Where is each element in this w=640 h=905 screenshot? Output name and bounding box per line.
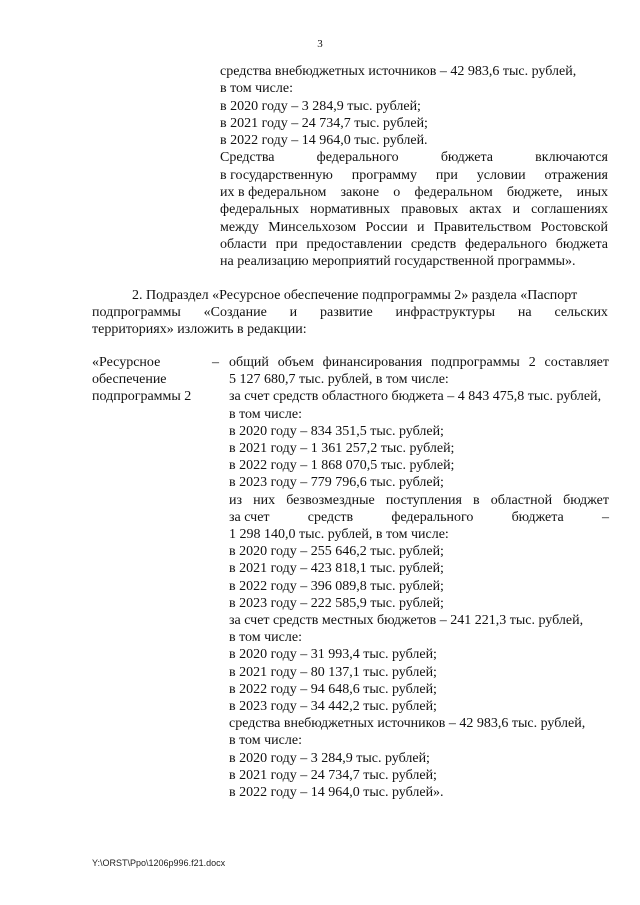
word: Правительством (433, 219, 532, 235)
text-line: в том числе: (229, 406, 302, 422)
word: и (416, 219, 425, 235)
funding-continuation-block (220, 63, 608, 271)
word: подпрограммы (92, 305, 181, 321)
text-line: в 2020 году – 834 351,5 тыс. рублей; (229, 423, 444, 439)
word: – (601, 509, 609, 525)
justified-line (220, 149, 608, 166)
justified-line (220, 236, 608, 253)
word: в государственную (220, 167, 333, 183)
word: и (289, 305, 298, 321)
word: сельских (554, 305, 608, 321)
word: иных (576, 185, 608, 201)
text-line: 1 298 140,0 тыс. рублей, в том числе: (229, 527, 449, 543)
word: средств (307, 509, 354, 525)
word: России (365, 219, 408, 235)
text-line: средства внебюджетных источников – 42 983,6 тыс. рублей, (220, 64, 577, 79)
text-line: в 2022 году – 14 964,0 тыс. рублей. (220, 133, 428, 149)
justified-line (220, 184, 608, 201)
word: федерального (316, 150, 399, 166)
text-line: в 2022 году – 14 964,0 тыс. рублей». (229, 785, 444, 801)
word: бюджет (563, 492, 609, 508)
word: правовых (401, 202, 459, 218)
word: при (275, 236, 298, 252)
word: областной (490, 492, 553, 508)
text-line: в 2023 году – 222 585,9 тыс. рублей; (229, 595, 444, 611)
footer-file-path: Y:\ORST\Ppo\1206p996.f21.docx (92, 858, 226, 868)
word: актах (469, 202, 502, 218)
word: их в федеральном (220, 185, 327, 201)
text-line: 5 127 680,7 тыс. рублей, в том числе: (229, 372, 449, 388)
subsection-heading (92, 287, 608, 339)
word: бюджета (555, 236, 608, 252)
text-line: в 2021 году – 1 361 257,2 тыс. рублей; (229, 441, 455, 457)
text-line: в 2022 году – 396 089,8 тыс. рублей; (229, 578, 444, 594)
word: на (517, 305, 532, 321)
label-line: подпрограммы 2 (92, 389, 192, 405)
text-line: за счет средств областного бюджета – 4 843 475,8 тыс. рублей, (229, 389, 602, 405)
text-line: в 2020 году – 31 993,4 тыс. рублей; (229, 647, 437, 663)
text-line: в 2022 году – 1 868 070,5 тыс. рублей; (229, 458, 455, 474)
word: «Создание (203, 305, 267, 321)
page-number: 3 (317, 38, 323, 50)
text-line: в 2022 году – 94 648,6 тыс. рублей; (229, 681, 437, 697)
word: федеральном (414, 185, 493, 201)
word: Минсельхозом (268, 219, 357, 235)
word: средств (410, 236, 457, 252)
word: бюджета (511, 509, 564, 525)
word: Ростовской (540, 219, 608, 235)
text-line: за счет средств местных бюджетов – 241 221,3 тыс. рублей, (229, 613, 584, 629)
word: федеральных (220, 202, 300, 218)
text-line: на реализацию мероприятий государственной программы». (220, 254, 576, 270)
word: нормативных (310, 202, 391, 218)
word: за счет (229, 509, 270, 525)
word: безвозмездные (286, 492, 375, 508)
justified-line (229, 509, 609, 526)
word: поступления (385, 492, 462, 508)
word: федерального (391, 509, 474, 525)
word: программу (351, 167, 417, 183)
word: из (229, 492, 243, 508)
word: финансирования (322, 355, 423, 370)
passport-dash: – (212, 355, 219, 370)
text-line: в 2020 году – 3 284,9 тыс. рублей; (220, 98, 421, 114)
word: общий (229, 355, 269, 370)
text-line: в том числе: (229, 733, 302, 749)
text-line: средства внебюджетных источников – 42 983,6 тыс. рублей, (229, 716, 586, 732)
word: при (435, 167, 458, 183)
word: предоставлении (306, 236, 403, 252)
label-line: обеспечение (92, 372, 167, 388)
word: бюджете, (506, 185, 563, 201)
word: между (220, 219, 259, 235)
word: в (473, 492, 480, 508)
word: области (220, 236, 267, 252)
heading-line: 2. Подраздел «Ресурсное обеспечение подпрограммы 2» раздела «Паспорт (132, 288, 578, 303)
text-line: в 2020 году – 255 646,2 тыс. рублей; (229, 544, 444, 560)
justified-line (220, 219, 608, 236)
text-line: в 2021 году – 80 137,1 тыс. рублей; (229, 664, 437, 680)
word: условии (476, 167, 526, 183)
word: них (253, 492, 276, 508)
text-line: в 2020 году – 3 284,9 тыс. рублей; (229, 750, 430, 766)
text-line: в 2021 году – 423 818,1 тыс. рублей; (229, 561, 444, 577)
word: отражения (544, 167, 608, 183)
word: включаются (535, 150, 608, 166)
word: федерального (464, 236, 548, 252)
word: и (512, 202, 521, 218)
word: бюджета (440, 150, 494, 166)
text-line: в 2023 году – 34 442,2 тыс. рублей; (229, 699, 437, 715)
passport-value-block (229, 354, 609, 801)
word: составляет (544, 355, 609, 370)
word: инфраструктуры (395, 305, 496, 321)
text-line: в том числе: (229, 630, 302, 646)
text-line: в 2021 году – 24 734,7 тыс. рублей; (229, 767, 437, 783)
word: 2 (528, 355, 536, 370)
text-line: в 2023 году – 779 796,6 тыс. рублей; (229, 475, 444, 491)
heading-line: территориях» изложить в редакции: (92, 322, 307, 338)
word: Средства (220, 150, 275, 166)
justified-line (229, 492, 609, 509)
passport-label (92, 354, 212, 406)
word: развитие (319, 305, 373, 321)
word: о (393, 185, 401, 201)
word: объем (277, 355, 314, 370)
label-line: «Ресурсное (92, 355, 161, 370)
justified-line (220, 167, 608, 184)
justified-line (220, 201, 608, 218)
word: соглашениях (531, 202, 608, 218)
word: законе (340, 185, 380, 201)
justified-line (92, 304, 608, 321)
text-line: в 2021 году – 24 734,7 тыс. рублей; (220, 115, 428, 131)
justified-line (229, 354, 609, 371)
word: подпрограммы (431, 355, 520, 370)
text-line: в том числе: (220, 81, 293, 97)
